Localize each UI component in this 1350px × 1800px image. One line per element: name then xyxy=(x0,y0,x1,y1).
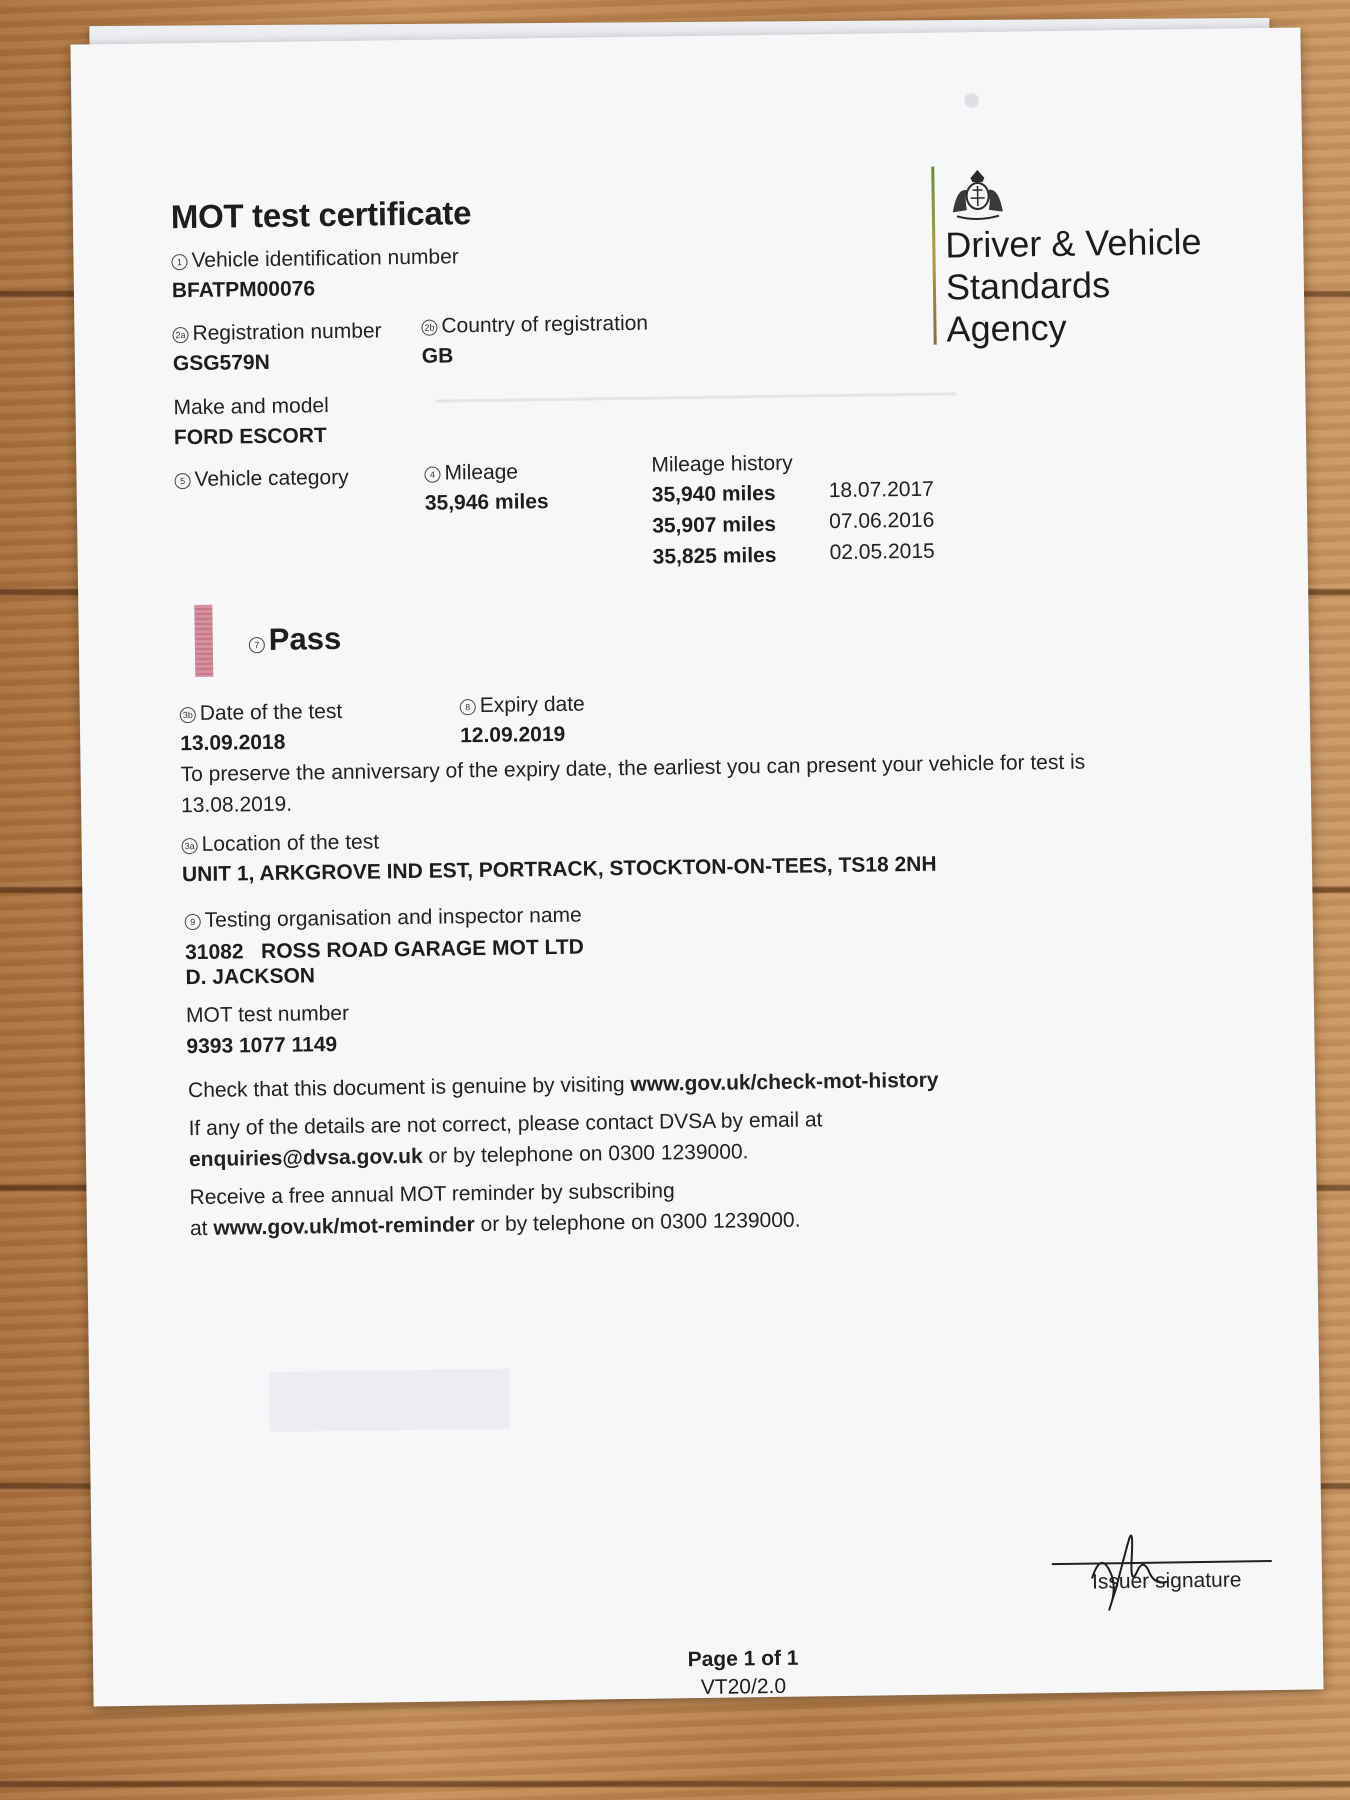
mileage-history-date-1: 18.07.2017 xyxy=(828,477,935,503)
mileage-history-date-2: 07.06.2016 xyxy=(829,508,935,534)
contact-text-2: enquiries@dvsa.gov.uk or by telephone on 0300 1239000. xyxy=(188,1140,749,1172)
agency-name-line-1: Driver & Vehicle xyxy=(945,220,1202,266)
agency-name-line-2: Standards xyxy=(945,264,1111,308)
agency-logo-rule xyxy=(931,167,936,345)
test-number-label: MOT test number xyxy=(185,1001,350,1028)
mileage-history-miles-3: 35,825 miles xyxy=(652,543,777,569)
make-model-label: Make and model xyxy=(173,394,329,420)
test-date-value: 13.09.2018 xyxy=(180,730,286,756)
mileage-history-miles-1: 35,940 miles xyxy=(651,481,776,507)
mot-reminder-link[interactable]: www.gov.uk/mot-reminder xyxy=(213,1213,475,1240)
test-number-value: 9393 1077 1149 xyxy=(186,1033,338,1059)
vehicle-category-label: 5 Vehicle category xyxy=(174,466,348,492)
issuer-signature-label: Issuer signature xyxy=(1091,1568,1242,1594)
country-value: GB xyxy=(421,344,454,368)
mileage-history-miles-2: 35,907 miles xyxy=(652,512,777,538)
location-value: UNIT 1, ARKGROVE IND EST, PORTRACK, STOCKTON-ON-TEES, TS18 2NH xyxy=(181,852,937,887)
organisation-label: 9 Testing organisation and inspector name xyxy=(185,904,582,934)
mileage-label: 4 Mileage xyxy=(424,460,518,485)
document-title: MOT test certificate xyxy=(170,194,472,236)
mileage-history-label: Mileage history xyxy=(651,451,793,477)
organisation-line-1: 31082 ROSS ROAD GARAGE MOT LTD xyxy=(184,935,584,965)
page-number: Page 1 of 1 xyxy=(687,1646,799,1672)
inspector-name: D. JACKSON xyxy=(185,964,316,990)
bleed-through-block xyxy=(269,1369,510,1432)
anniversary-date: 13.08.2019. xyxy=(180,792,293,818)
vin-value: BFATPM00076 xyxy=(171,277,316,303)
reminder-text-1: Receive a free annual MOT reminder by subscribing xyxy=(189,1179,675,1210)
contact-email-link[interactable]: enquiries@dvsa.gov.uk xyxy=(188,1144,423,1172)
registration-value: GSG579N xyxy=(172,350,270,376)
reminder-text-2: at www.gov.uk/mot-reminder or by telephone on 0300 1239000. xyxy=(189,1208,801,1241)
royal-crest-icon xyxy=(942,166,1013,227)
bleed-through-logo-ghost: ● xyxy=(961,79,983,119)
test-date-label: 3b Date of the test xyxy=(180,700,343,726)
mileage-history-date-3: 02.05.2015 xyxy=(829,539,935,565)
vin-label: 1 Vehicle identification number xyxy=(171,245,459,273)
expiry-date-value: 12.09.2019 xyxy=(459,722,566,748)
contact-text-1: If any of the details are not correct, please contact DVSA by email at xyxy=(188,1108,823,1141)
expiry-date-label: 8 Expiry date xyxy=(460,693,585,719)
mileage-value: 35,946 miles xyxy=(424,490,549,515)
registration-label: 2a Registration number xyxy=(172,319,381,346)
check-genuine-text: Check that this document is genuine by visiting www.gov.uk/check-mot-history xyxy=(187,1068,939,1103)
bleed-through-rule xyxy=(435,392,955,402)
location-label: 3a Location of the test xyxy=(181,830,379,857)
check-mot-history-link[interactable]: www.gov.uk/check-mot-history xyxy=(630,1068,939,1096)
pass-colour-bar xyxy=(194,605,213,677)
test-result: 7 Pass xyxy=(249,621,342,658)
mot-certificate-page xyxy=(70,27,1323,1706)
form-code: VT20/2.0 xyxy=(700,1674,787,1700)
make-model-value: FORD ESCORT xyxy=(173,424,327,450)
anniversary-note: To preserve the anniversary of the expiry date, the earliest you can present your vehicle for test is xyxy=(180,750,1086,787)
agency-name-line-3: Agency xyxy=(946,306,1067,350)
country-label: 2b Country of registration xyxy=(421,312,648,339)
